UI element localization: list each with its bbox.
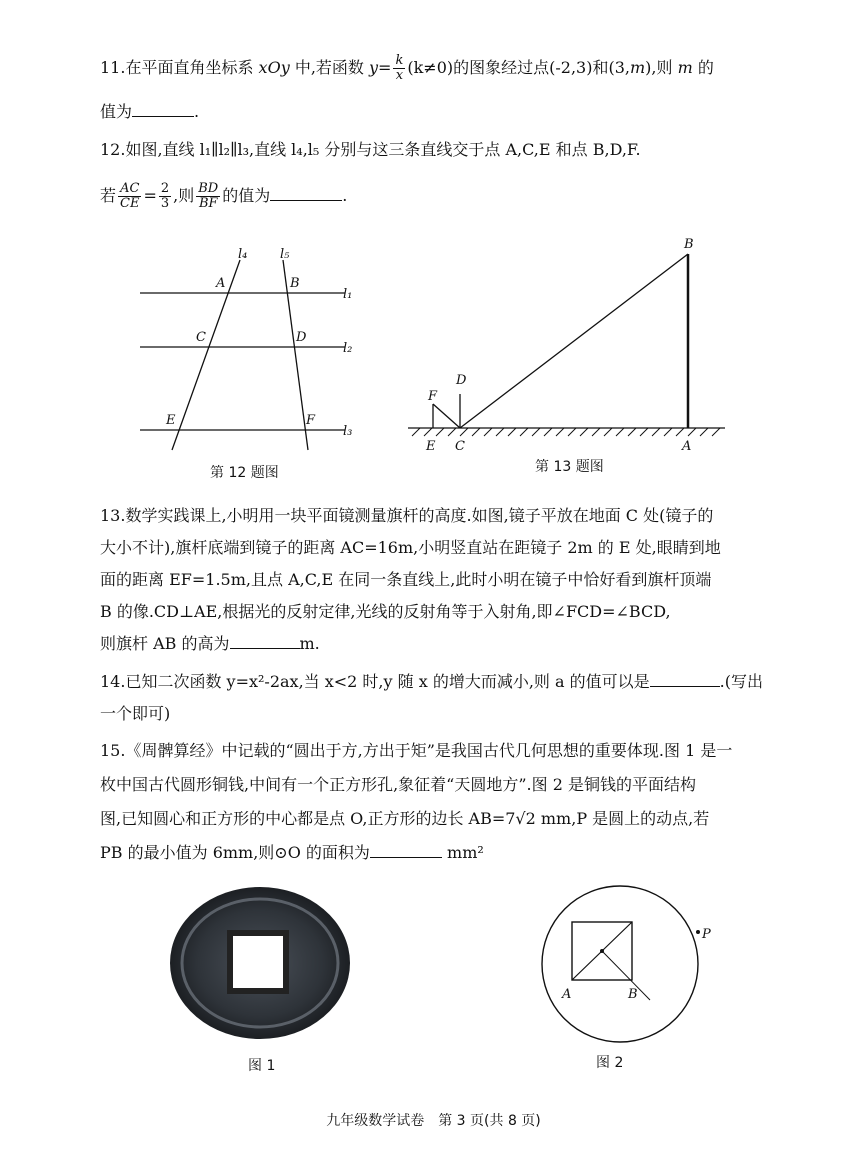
q15-line3: 图,已知圆心和正方形的中心都是点 O,正方形的边长 AB=7√2 mm,P 是圆上的动点,若 [100, 809, 710, 828]
figure-1-caption: 图 1 [248, 1058, 276, 1074]
figure-1-coin [160, 885, 360, 1045]
figure-13-caption: 第 13 题图 [535, 459, 604, 475]
answer-blank-14[interactable] [650, 670, 720, 687]
answer-blank-13[interactable] [230, 632, 300, 649]
figure-13 [400, 232, 730, 457]
ground-hatching [412, 428, 720, 436]
label-D: D [456, 373, 467, 388]
label-P: P [702, 927, 711, 942]
q13-line2: 大小不计),旗杆底端到镜子的距离 AC=16m,小明竖直站在距镜子 2m 的 E 处,眼睛到地 [100, 538, 721, 557]
segment-OB-extended [602, 951, 650, 1000]
label-F: F [428, 389, 438, 404]
label-l5: l₅ [280, 247, 290, 262]
q13-line3: 面的距离 EF=1.5m,且点 A,C,E 在同一条直线上,此时小明在镜子中恰好看到旗杆顶端 [100, 570, 712, 589]
q13-line4: B 的像.CD⊥AE,根据光的反射定律,光线的反射角等于入射角,即∠FCD=∠BCD, [100, 602, 671, 621]
coin-square-hole [230, 933, 286, 991]
q11-line1: 11.在平面直角坐标系 xOy 中,若函数 y= $\frac{k}{x}$ (k≠0)的图象经过点(-2,3)和(3,m),则 m 的 [100, 53, 714, 83]
q15-line1: 15.《周髀算经》中记载的“圆出于方,方出于矩”是我国古代几何思想的重要体现.图 1 是一 [100, 741, 733, 760]
figure-12-caption: 第 12 题图 [210, 465, 279, 481]
label-B: B [684, 237, 694, 252]
label-F: F [306, 413, 316, 428]
q12-line1: 12.如图,直线 l₁∥l₂∥l₃,直线 l₄,l₅ 分别与这三条直线交于点 A,C,E 和点 B,D,F. [100, 140, 641, 159]
answer-blank-11[interactable] [132, 100, 194, 117]
page-footer: 九年级数学试卷 第 3 页(共 8 页) [326, 1113, 541, 1129]
figure-12 [130, 240, 370, 455]
label-B: B [628, 987, 638, 1002]
question-14 [100, 666, 800, 730]
q15-line2: 枚中国古代圆形铜钱,中间有一个正方形孔,象征着“天圆地方”.图 2 是铜钱的平面结构 [100, 775, 696, 794]
label-E: E [426, 439, 436, 454]
answer-blank-15[interactable] [370, 841, 442, 858]
label-D: D [296, 330, 307, 345]
center-O [600, 949, 604, 953]
q13-line5: 则旗杆 AB 的高为 m. [100, 634, 320, 653]
label-l1: l₁ [343, 287, 353, 302]
ray-CB [460, 254, 688, 428]
q14-line2: 一个即可) [100, 704, 171, 723]
figure-2-diagram [520, 880, 720, 1050]
q12-line2: 若 $\frac{AC}{CE}$ = $\frac{2}{3}$ ,则 $\frac{BD}{BF}$ 的值为 . [100, 181, 348, 211]
question-11 [100, 48, 800, 132]
line-l4 [172, 260, 240, 450]
label-A: A [216, 276, 226, 291]
q13-line1: 13.数学实践课上,小明用一块平面镜测量旗杆的高度.如图,镜子平放在地面 C 处(镜子的 [100, 506, 714, 525]
label-l2: l₂ [343, 341, 353, 356]
label-A: A [562, 987, 572, 1002]
q11-fraction: $\frac{k}{x}$ [395, 53, 404, 83]
question-12 [100, 130, 800, 216]
q14-line1: 14.已知二次函数 y=x²-2ax,当 x<2 时,y 随 x 的增大而减小,则 a 的值可以是 .(写出 [100, 672, 763, 691]
answer-blank-12[interactable] [270, 184, 342, 201]
question-15 [100, 734, 800, 870]
label-A: A [682, 439, 692, 454]
label-C: C [455, 439, 465, 454]
figure-2-caption: 图 2 [596, 1055, 624, 1071]
question-13 [100, 500, 800, 660]
label-l3: l₃ [343, 424, 353, 439]
label-l4: l₄ [238, 247, 248, 262]
point-P [696, 930, 700, 934]
q15-line4: PB 的最小值为 6mm,则⊙O 的面积为 mm² [100, 843, 484, 862]
ray-FC [433, 404, 460, 428]
q11-line2: 值为 . [100, 102, 200, 121]
label-E: E [166, 413, 176, 428]
label-B: B [290, 276, 300, 291]
label-C: C [196, 330, 206, 345]
circle-O [542, 886, 698, 1042]
